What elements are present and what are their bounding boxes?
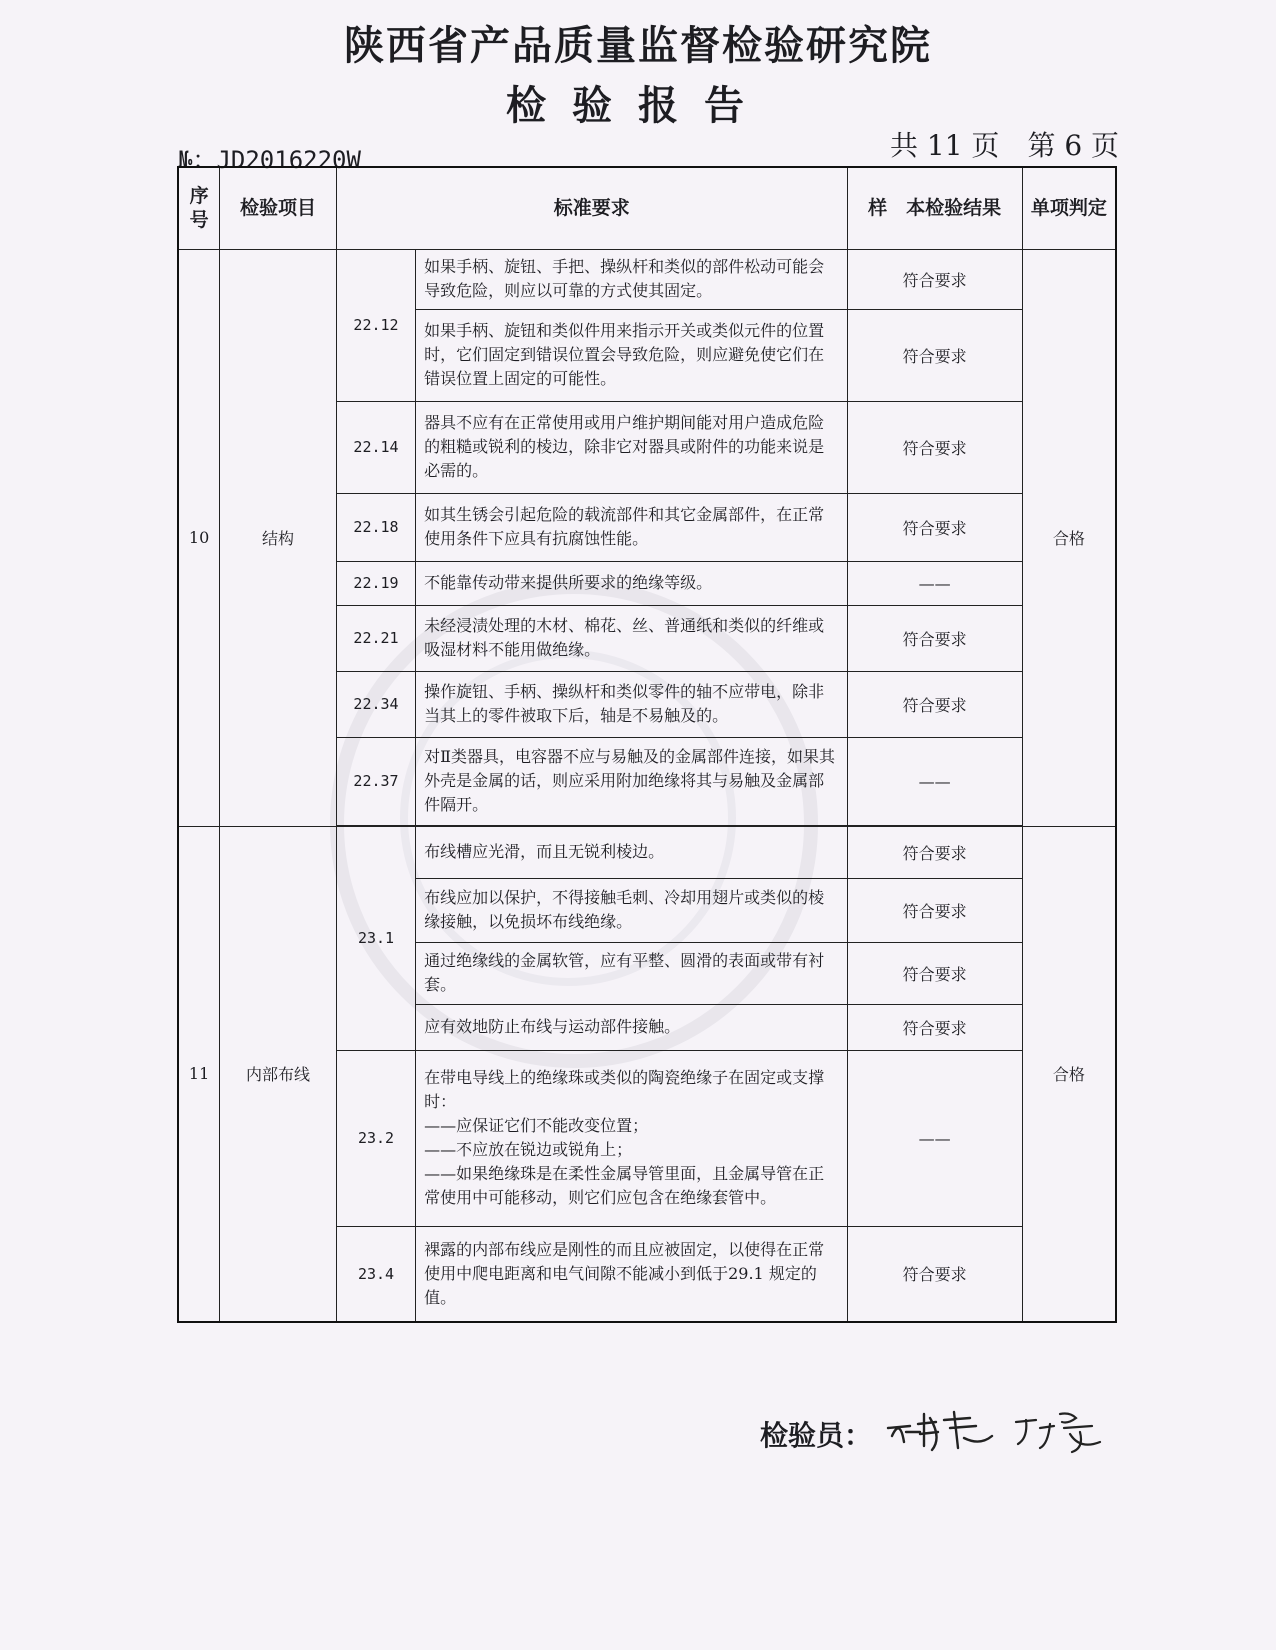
requirement-cell [416, 1050, 847, 1226]
result-cell: —— [847, 561, 1022, 605]
clause-cell: 23.4 [336, 1226, 415, 1322]
result-cell: —— [847, 737, 1022, 825]
requirement-cell: 如果手柄、旋钮、手把、操纵杆和类似的部件松动可能会导致危险，则应以可靠的方式使其固定。 [416, 249, 847, 309]
result-cell: —— [847, 1050, 1022, 1226]
seq-cell: 10 [178, 249, 220, 826]
result-cell: 符合要求 [847, 1004, 1022, 1050]
result-cell: 符合要求 [847, 249, 1022, 309]
header-seq: 序号 [178, 167, 220, 249]
requirement-cell: 不能靠传动带来提供所要求的绝缘等级。 [416, 561, 847, 605]
requirement-item: ——不应放在锐边或锐角上； [424, 1140, 633, 1159]
clause-cell: 22.18 [336, 493, 415, 561]
header-result: 样 本检验结果 [847, 167, 1022, 249]
result-cell: 符合要求 [847, 309, 1022, 401]
requirement-cell: 对Ⅱ类器具，电容器不应与易触及的金属部件连接，如果其外壳是金属的话，则应采用附加绝缘将其与易触及金属部件隔开。 [416, 737, 847, 825]
requirement-cell: 如其生锈会引起危险的载流部件和其它金属部件，在正常使用条件下应具有抗腐蚀性能。 [416, 493, 847, 561]
report-number-label: №： [178, 146, 217, 174]
item-cell: 内部布线 [220, 826, 337, 1322]
clause-cell: 22.14 [336, 401, 415, 493]
result-cell: 符合要求 [847, 605, 1022, 671]
result-cell: 符合要求 [847, 826, 1022, 878]
inspection-table [177, 166, 1117, 1323]
table-row [178, 826, 1116, 878]
organization-title: 陕西省产品质量监督检验研究院 [344, 22, 932, 69]
report-number-value: JD2016220W [216, 146, 361, 174]
inspector-label: 检验员： [760, 1419, 873, 1452]
requirement-intro: 在带电导线上的绝缘珠或类似的陶瓷绝缘子在固定或支撑时： [424, 1068, 825, 1111]
judgement-cell: 合格 [1022, 249, 1116, 826]
seq-cell: 11 [178, 826, 220, 1322]
requirement-cell: 应有效地防止布线与运动部件接触。 [416, 1004, 847, 1050]
requirement-cell: 操作旋钮、手柄、操纵杆和类似零件的轴不应带电，除非当其上的零件被取下后，轴是不易触及的。 [416, 671, 847, 737]
requirement-cell: 布线应加以保护，不得接触毛刺、冷却用翅片或类似的棱缘接触，以免损坏布线绝缘。 [416, 878, 847, 942]
requirement-cell: 器具不应有在正常使用或用户维护期间能对用户造成危险的粗糙或锐利的棱边，除非它对器具或附件的功能来说是必需的。 [416, 401, 847, 493]
result-cell: 符合要求 [847, 878, 1022, 942]
signature-2-image [1010, 1398, 1110, 1458]
requirement-item: ——如果绝缘珠是在柔性金属导管里面，且金属导管在正常使用中可能移动，则它们应包含在绝缘套管中。 [424, 1164, 825, 1207]
clause-cell: 23.1 [336, 826, 415, 1050]
requirement-cell: 如果手柄、旋钮和类似件用来指示开关或类似元件的位置时，它们固定到错误位置会导致危险，则应避免使它们在错误位置上固定的可能性。 [416, 309, 847, 401]
item-cell: 结构 [220, 249, 337, 826]
document-title: 检验报告 [506, 82, 770, 129]
requirement-cell: 通过绝缘线的金属软管，应有平整、圆滑的表面或带有衬套。 [416, 942, 847, 1004]
current-page: 第 6 页 [1027, 129, 1120, 162]
signature-1-image [880, 1398, 1000, 1458]
clause-cell: 22.12 [336, 249, 415, 401]
requirement-item: ——应保证它们不能改变位置； [424, 1116, 649, 1135]
table-header-row [178, 167, 1116, 249]
result-cell: 符合要求 [847, 401, 1022, 493]
page-count [890, 124, 1147, 164]
header-item: 检验项目 [220, 167, 337, 249]
requirement-cell: 裸露的内部布线应是刚性的而且应被固定，以使得在正常使用中爬电距离和电气间隙不能减小到低于29.1 规定的值。 [416, 1226, 847, 1322]
clause-cell: 22.34 [336, 671, 415, 737]
header-judgement: 单项判定 [1022, 167, 1116, 249]
header-requirement: 标准要求 [336, 167, 847, 249]
result-cell: 符合要求 [847, 1226, 1022, 1322]
clause-cell: 23.2 [336, 1050, 415, 1226]
result-cell: 符合要求 [847, 942, 1022, 1004]
result-cell: 符合要求 [847, 671, 1022, 737]
result-cell: 符合要求 [847, 493, 1022, 561]
clause-cell: 22.37 [336, 737, 415, 825]
clause-cell: 22.19 [336, 561, 415, 605]
total-pages: 共 11 页 [890, 129, 1000, 162]
judgement-cell: 合格 [1022, 826, 1116, 1322]
requirement-cell: 布线槽应光滑，而且无锐利棱边。 [416, 826, 847, 878]
table-row [178, 249, 1116, 309]
clause-cell: 22.21 [336, 605, 415, 671]
requirement-cell: 未经浸渍处理的木材、棉花、丝、普通纸和类似的纤维或吸湿材料不能用做绝缘。 [416, 605, 847, 671]
